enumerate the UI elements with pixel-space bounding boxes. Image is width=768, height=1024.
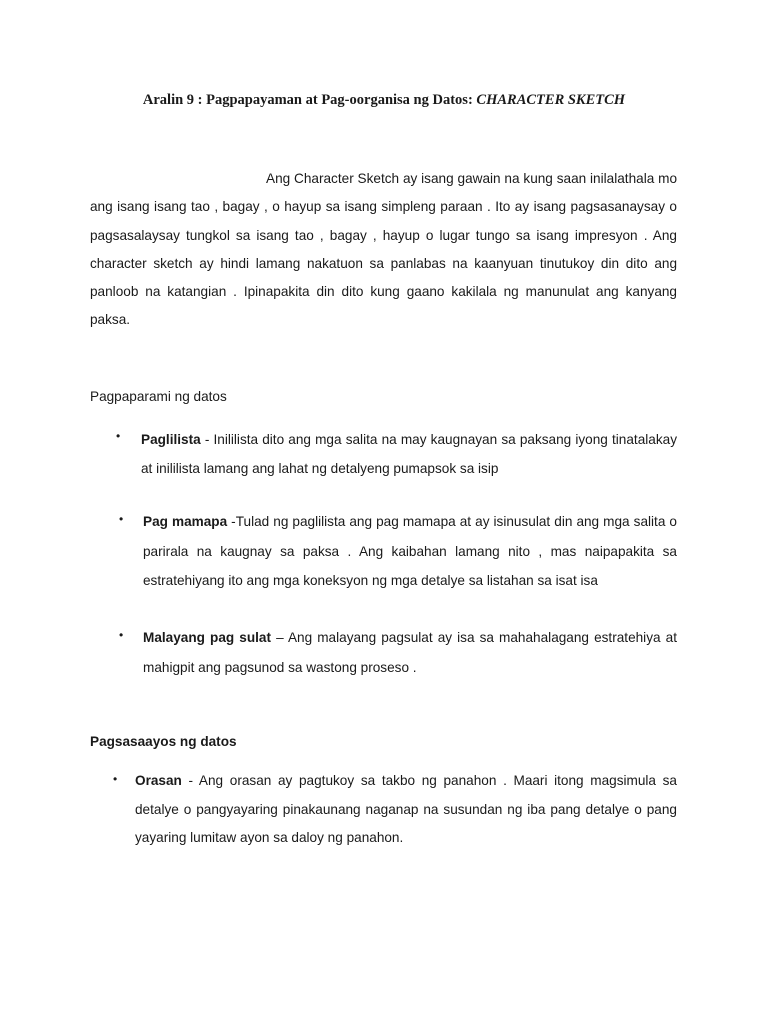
list-item-term: Orasan [135,773,182,788]
list-item-term: Paglilista [141,432,201,447]
section-heading-pagpaparami: Pagpaparami ng datos [90,389,227,404]
list-item-desc: -Tulad ng paglilista ang pag mamapa at ay isinusulat din ang mga salita o parirala na kaugnay sa paksa . Ang kaibahan lamang nito , mas naipapakita sa estratehiyang ito ang mga koneksyon ng mga detalye sa listahan sa isat isa [143,514,677,588]
bullet-icon: • [116,429,121,443]
title-italic: CHARACTER SKETCH [476,92,626,108]
list-item-term: Malayang pag sulat [143,630,271,645]
list-item-text [135,767,677,853]
list-item-desc: - Ang orasan ay pagtukoy sa takbo ng panahon . Maari itong magsimula sa detalye o pangyayaring pinakaunang naganap na susundan ng iba pang detalye o pang yayaring lumitaw ayon sa daloy ng panahon. [135,773,677,845]
page-title [0,92,768,109]
title-main: Aralin 9 : Pagpapayaman at Pag-oorganisa ng Datos: [142,92,477,108]
list-item-text [143,507,677,596]
list-item-term: Pag mamapa [143,514,228,529]
list-item-text [141,425,677,483]
bullet-icon: • [119,512,124,526]
list-item-desc: – Ang malayang pagsulat ay isa sa mahahalagang estratehiya at mahigpit ang pagsunod sa wastong proseso . [143,630,677,675]
list-item-desc: - Inililista dito ang mga salita na may kaugnayan sa paksang iyong tinatalakay at inililista lamang ang lahat ng detalyeng pumapsok sa isip [141,432,677,476]
section-heading-pagsasaayos: Pagsasaayos ng datos [90,734,237,749]
bullet-icon: • [113,772,118,786]
intro-text: Ang Character Sketch ay isang gawain na kung saan inilalathala mo ang isang isang tao , bagay , o hayup sa isang simpleng paraan . Ito ay isang pagsasanaysay o pagsasalaysay tungkol sa isang tao , bagay , hayup o lugar tungo sa isang impresyon . Ang character sketch ay hindi lamang nakatuon sa panlabas na kaanyuan tinutukoy din dito ang panloob na katangian . Ipinapakita din dito kung gaano kakilala ng manunulat ang kanyang paksa. [90,171,677,328]
list-item-text [143,623,677,683]
bullet-icon: • [119,628,124,642]
intro-paragraph [90,165,677,335]
